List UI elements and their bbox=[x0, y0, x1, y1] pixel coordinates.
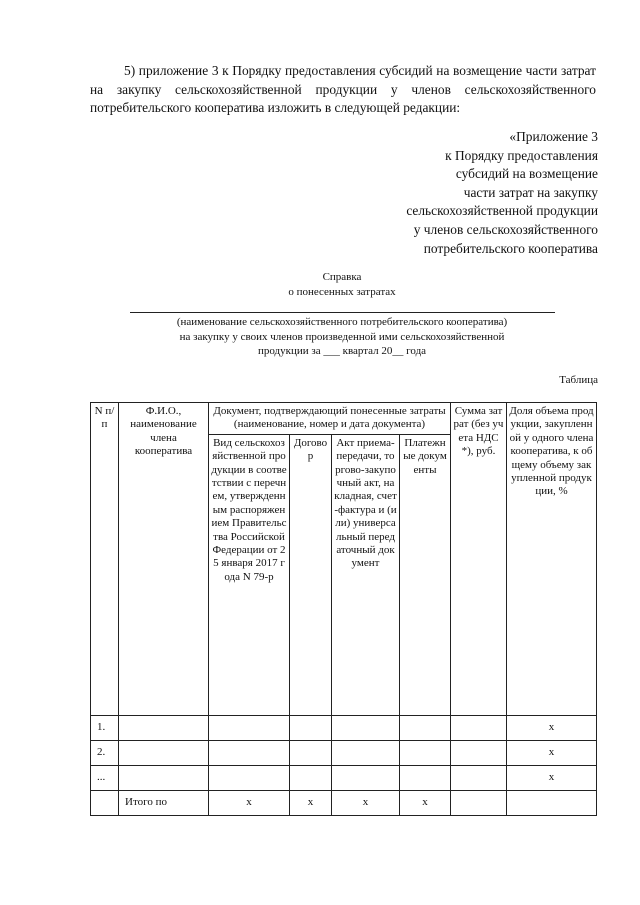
table-row bbox=[91, 740, 597, 765]
row-num: 2. bbox=[91, 740, 119, 765]
row-share: х bbox=[507, 715, 597, 740]
table-total-row bbox=[91, 790, 597, 815]
expenses-table bbox=[90, 402, 597, 816]
header-act: Акт приема-передачи, торгово-закупочный акт, накладная, счет-фактура и (или) универсальный передаточный документ bbox=[332, 434, 400, 715]
header-fio: Ф.И.О., наименование члена кооператива bbox=[119, 403, 209, 716]
fill-in-line bbox=[130, 312, 555, 313]
header-contract: Договор bbox=[290, 434, 332, 715]
appendix-line: субсидий на возмещение bbox=[455, 166, 598, 182]
title-line: Справка bbox=[322, 271, 362, 283]
header-product-type: Вид сельскохозяйственной продукции в соответствии с перечнем, утвержденным распоряжением Правительства Российской Федерации от 25 января 2017 года N 79-р bbox=[209, 434, 290, 715]
appendix-line: потребительского кооператива bbox=[423, 240, 598, 256]
title-line: о понесенных затратах bbox=[288, 285, 396, 298]
total-cell: х bbox=[400, 790, 451, 815]
row-num: ... bbox=[91, 765, 119, 790]
header-payment: Платежные документы bbox=[400, 434, 451, 715]
header-document: Документ, подтверждающий понесенные затраты (наименование, номер и дата документа) bbox=[209, 403, 451, 435]
table-header-row bbox=[91, 403, 597, 435]
document-subtitle bbox=[90, 315, 594, 359]
appendix-line: «Приложение 3 bbox=[509, 129, 598, 144]
total-label: Итого по bbox=[119, 790, 209, 815]
row-share: х bbox=[507, 765, 597, 790]
header-share: Доля объема продукции, закупленной у одного члена кооператива, к общему объему закупленной продукции, % bbox=[507, 403, 597, 716]
subtitle-line: продукции за ___ квартал 20__ года bbox=[257, 345, 427, 358]
subtitle-line: на закупку у своих членов произведенной ими сельскохозяйственной bbox=[179, 330, 505, 343]
header-sum: Сумма затрат (без учета НДС *), руб. bbox=[451, 403, 507, 716]
appendix-line: части затрат на закупку bbox=[463, 184, 598, 200]
appendix-line: к Порядку предоставления bbox=[445, 147, 598, 163]
row-share: х bbox=[507, 740, 597, 765]
total-cell: х bbox=[209, 790, 290, 815]
total-cell: х bbox=[332, 790, 400, 815]
appendix-line: сельскохозяйственной продукции bbox=[406, 203, 598, 219]
intro-paragraph: 5) приложение 3 к Порядку предоставления субсидий на возмещение части затрат на закупку сельскохозяйственной продукции у членов сельскохозяйственного потребительского кооператива изложить в следующей редакции: bbox=[90, 63, 596, 116]
total-cell: х bbox=[290, 790, 332, 815]
row-num: 1. bbox=[91, 715, 119, 740]
appendix-line: у членов сельскохозяйственного bbox=[413, 221, 598, 237]
document-title bbox=[90, 270, 594, 299]
subtitle-line: (наименование сельскохозяйственного потребительского кооператива) bbox=[176, 316, 508, 328]
appendix-reference bbox=[406, 128, 598, 258]
table-row bbox=[91, 715, 597, 740]
header-num: N п/п bbox=[91, 403, 119, 716]
table-row bbox=[91, 765, 597, 790]
table-label: Таблица bbox=[559, 374, 598, 386]
